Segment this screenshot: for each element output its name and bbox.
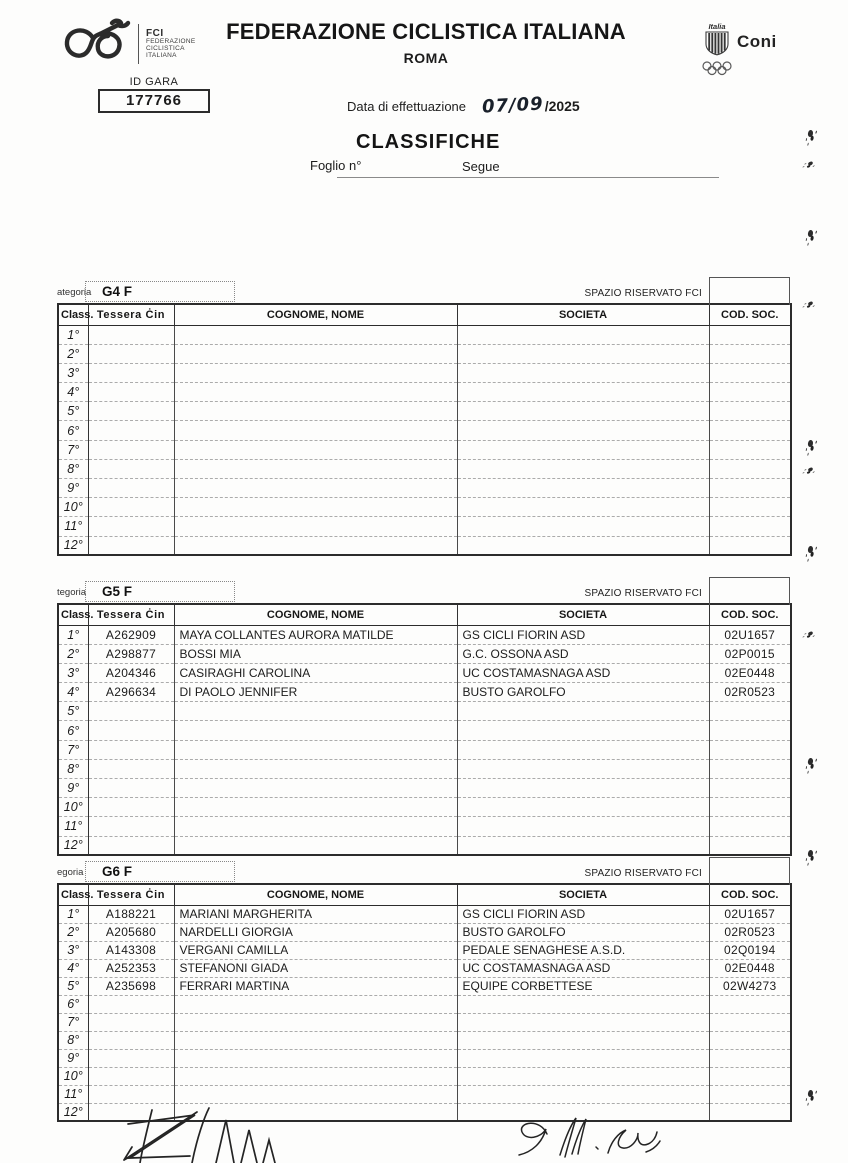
table-row [58,363,791,382]
societa-cell [457,702,709,721]
ink-smudge [808,301,814,306]
societa-cell [457,344,709,363]
cod-soc-cell [709,798,791,817]
table-row [58,498,791,517]
fci-logo [60,16,196,72]
table-row [58,995,791,1013]
cod-soc-cell [709,325,791,344]
cod-soc-cell [709,779,791,798]
table-row [58,905,791,923]
id-gara-label: ID GARA [129,76,179,88]
cod-soc-cell [709,1085,791,1103]
category-section-g6f [57,856,790,1122]
ink-smudge [807,545,814,553]
name-cell: BOSSI MIA [174,644,457,663]
position-cell: 2° [58,644,88,663]
tessera-cell [88,459,174,478]
societa-cell: UC COSTAMASNAGA ASD [457,663,709,682]
name-cell [174,325,457,344]
table-row [58,1049,791,1067]
societa-cell [457,498,709,517]
position-cell: 6° [58,721,88,740]
foglio-underline [337,177,719,178]
cod-soc-cell: 02U1657 [709,905,791,923]
tessera-cell [88,721,174,740]
cod-soc-cell [709,459,791,478]
cod-soc-cell [709,1049,791,1067]
column-header: SOCIETA [457,304,709,325]
coni-italia-label: Italia [708,22,726,31]
position-cell: 11° [58,517,88,536]
position-cell: 10° [58,498,88,517]
position-cell: 5° [58,702,88,721]
table-row [58,721,791,740]
table-row [58,740,791,759]
cod-soc-cell: 02U1657 [709,625,791,644]
position-cell: 2° [58,344,88,363]
ink-smudge [808,631,814,636]
name-cell [174,459,457,478]
fci-line2: CICLISTICA [146,44,185,52]
tessera-cell [88,363,174,382]
date-label: Data di effettuazione [347,99,467,114]
results-table [57,603,792,856]
cod-soc-cell [709,817,791,836]
logo-divider [138,24,139,64]
tessera-cell [88,536,174,555]
table-row [58,325,791,344]
tessera-cell [88,498,174,517]
category-badge: G5 F [85,581,235,602]
cod-soc-cell [709,1103,791,1121]
societa-cell: EQUIPE CORBETTESE [457,977,709,995]
position-cell: 2° [58,923,88,941]
ink-smudge [807,1089,814,1097]
spazio-riservato-label: SPAZIO RISERVATO FCI [584,288,702,299]
societa-cell [457,402,709,421]
cod-soc-cell [709,479,791,498]
societa-cell [457,1103,709,1121]
cod-soc-cell: 02E0448 [709,663,791,682]
column-header: Class. [58,884,88,905]
fci-line3: ITALIANA [146,51,177,59]
table-row [58,1067,791,1085]
tessera-cell [88,1031,174,1049]
results-table [57,303,792,556]
societa-cell [457,1067,709,1085]
column-header: COD. SOC. [709,304,791,325]
ink-smudge [807,849,814,857]
position-cell: 8° [58,459,88,478]
table-row [58,1013,791,1031]
tessera-cell [88,702,174,721]
table-row [58,779,791,798]
name-cell [174,759,457,778]
societa-cell: GS CICLI FIORIN ASD [457,905,709,923]
cod-soc-cell [709,702,791,721]
tessera-cell [88,325,174,344]
column-header: SOCIETA [457,884,709,905]
coni-logo [700,22,777,81]
tessera-cell [88,740,174,759]
tessera-cell: A298877 [88,644,174,663]
column-header: Tessera Ċin [88,884,174,905]
category-section-g5f [57,576,790,856]
name-cell [174,721,457,740]
table-row [58,683,791,702]
cod-soc-cell [709,759,791,778]
position-cell: 1° [58,325,88,344]
cod-soc-cell: 02E0448 [709,959,791,977]
header-row [58,604,791,625]
societa-cell: PEDALE SENAGHESE A.S.D. [457,941,709,959]
societa-cell: G.C. OSSONA ASD [457,644,709,663]
ink-smudge [807,229,814,237]
position-cell: 10° [58,1067,88,1085]
tessera-cell: A188221 [88,905,174,923]
tessera-cell [88,759,174,778]
position-cell: 4° [58,683,88,702]
column-header: Tessera Ċin [88,604,174,625]
position-cell: 10° [58,798,88,817]
tessera-cell [88,1103,174,1121]
table-row [58,517,791,536]
ink-smudge [808,467,814,472]
category-badge: G4 F [85,281,235,302]
column-header: COGNOME, NOME [174,604,457,625]
position-cell: 8° [58,1031,88,1049]
categoria-label: ategoria [57,287,92,298]
societa-cell: GS CICLI FIORIN ASD [457,625,709,644]
header-row [58,304,791,325]
name-cell [174,383,457,402]
column-header: Tessera Ċin [88,304,174,325]
position-cell: 1° [58,625,88,644]
foglio-label: Foglio n° [310,158,362,173]
position-cell: 3° [58,663,88,682]
societa-cell [457,1013,709,1031]
name-cell: STEFANONI GIADA [174,959,457,977]
name-cell: MAYA COLLANTES AURORA MATILDE [174,625,457,644]
tessera-cell [88,1013,174,1031]
column-header: Class. [58,604,88,625]
name-cell [174,1085,457,1103]
cod-soc-cell: 02P0015 [709,644,791,663]
table-row [58,421,791,440]
name-cell [174,498,457,517]
cod-soc-cell: 02R0523 [709,683,791,702]
tessera-cell [88,798,174,817]
societa-cell [457,740,709,759]
name-cell [174,440,457,459]
cod-soc-cell: 02R0523 [709,923,791,941]
tessera-cell: A296634 [88,683,174,702]
cod-soc-cell [709,517,791,536]
tessera-cell: A252353 [88,959,174,977]
tessera-cell [88,440,174,459]
ink-smudge [807,129,814,137]
table-row [58,344,791,363]
spazio-riservato-box [709,857,790,885]
table-row [58,1103,791,1121]
tessera-cell [88,421,174,440]
table-row [58,798,791,817]
olympic-rings-icon [700,61,734,76]
position-cell: 4° [58,959,88,977]
tessera-cell [88,517,174,536]
position-cell: 3° [58,941,88,959]
table-row [58,663,791,682]
table-row [58,702,791,721]
table-row [58,1085,791,1103]
name-cell [174,421,457,440]
fci-line1: FEDERAZIONE [146,38,196,46]
position-cell: 9° [58,1049,88,1067]
page-title: CLASSIFICHE [356,131,501,153]
position-cell: 8° [58,759,88,778]
name-cell [174,702,457,721]
fci-bike-icon [60,16,134,72]
position-cell: 12° [58,836,88,855]
cod-soc-cell [709,402,791,421]
societa-cell [457,479,709,498]
cod-soc-cell [709,363,791,382]
federation-title: FEDERAZIONE CICLISTICA ITALIANA [226,19,626,44]
date-handwritten: 07/09 [481,93,545,118]
cod-soc-cell [709,721,791,740]
tessera-cell [88,1085,174,1103]
name-cell [174,402,457,421]
tessera-cell [88,779,174,798]
name-cell [174,479,457,498]
name-cell [174,740,457,759]
table-row [58,836,791,855]
tessera-cell: A235698 [88,977,174,995]
cod-soc-cell: 02Q0194 [709,941,791,959]
name-cell [174,836,457,855]
table-row [58,479,791,498]
position-cell: 1° [58,905,88,923]
category-badge: G6 F [85,861,235,882]
name-cell: DI PAOLO JENNIFER [174,683,457,702]
name-cell [174,344,457,363]
spazio-riservato-label: SPAZIO RISERVATO FCI [584,868,702,879]
tessera-cell [88,402,174,421]
name-cell: MARIANI MARGHERITA [174,905,457,923]
name-cell [174,817,457,836]
societa-cell [457,995,709,1013]
name-cell [174,995,457,1013]
cod-soc-cell [709,536,791,555]
categoria-label: egoria [57,867,84,878]
tessera-cell [88,817,174,836]
societa-cell [457,759,709,778]
cod-soc-cell [709,1067,791,1085]
fci-abbr: FCI [146,27,164,39]
cod-soc-cell [709,440,791,459]
name-cell: VERGANI CAMILLA [174,941,457,959]
societa-cell [457,363,709,382]
tessera-cell: A262909 [88,625,174,644]
spazio-riservato-box [709,277,790,305]
spazio-riservato-label: SPAZIO RISERVATO FCI [584,588,702,599]
position-cell: 6° [58,995,88,1013]
results-table [57,883,792,1122]
categoria-label: tegoria [57,587,87,598]
societa-cell [457,1049,709,1067]
position-cell: 5° [58,977,88,995]
cod-soc-cell [709,498,791,517]
date-row [347,95,580,116]
position-cell: 9° [58,779,88,798]
position-cell: 11° [58,1085,88,1103]
position-cell: 3° [58,363,88,382]
column-header: SOCIETA [457,604,709,625]
tessera-cell [88,344,174,363]
segue-label: Segue [462,159,500,174]
coni-shield-icon [704,31,730,56]
societa-cell [457,836,709,855]
table-row [58,625,791,644]
tessera-cell: A205680 [88,923,174,941]
position-cell: 12° [58,536,88,555]
tessera-cell [88,995,174,1013]
date-printed-year: /2025 [544,98,580,114]
societa-cell: UC COSTAMASNAGA ASD [457,959,709,977]
name-cell [174,517,457,536]
cod-soc-cell [709,1013,791,1031]
fci-logo-text [146,29,196,60]
column-header: COGNOME, NOME [174,884,457,905]
name-cell: CASIRAGHI CAROLINA [174,663,457,682]
table-row [58,402,791,421]
cod-soc-cell [709,344,791,363]
societa-cell [457,817,709,836]
id-gara [98,76,210,113]
tessera-cell [88,383,174,402]
table-row [58,959,791,977]
table-row [58,459,791,478]
cod-soc-cell [709,383,791,402]
position-cell: 4° [58,383,88,402]
position-cell: 12° [58,1103,88,1121]
position-cell: 6° [58,421,88,440]
document-header [222,19,630,66]
table-row [58,383,791,402]
tessera-cell [88,1067,174,1085]
ink-smudge [808,161,814,166]
societa-cell [457,1031,709,1049]
name-cell [174,363,457,382]
tessera-cell: A204346 [88,663,174,682]
name-cell [174,798,457,817]
name-cell [174,779,457,798]
cod-soc-cell [709,995,791,1013]
ink-smudge [807,757,814,765]
coni-name-label: Coni [737,32,777,51]
societa-cell [457,779,709,798]
cod-soc-cell [709,1031,791,1049]
societa-cell [457,517,709,536]
societa-cell [457,1085,709,1103]
signature-right [519,1118,660,1157]
name-cell [174,1103,457,1121]
position-cell: 9° [58,479,88,498]
table-row [58,923,791,941]
societa-cell [457,383,709,402]
table-row [58,440,791,459]
id-gara-value: 177766 [98,89,210,113]
column-header: COD. SOC. [709,604,791,625]
name-cell: NARDELLI GIORGIA [174,923,457,941]
column-header: COD. SOC. [709,884,791,905]
cod-soc-cell [709,836,791,855]
societa-cell [457,440,709,459]
cod-soc-cell [709,421,791,440]
tessera-cell [88,479,174,498]
societa-cell [457,325,709,344]
table-row [58,536,791,555]
name-cell [174,1013,457,1031]
societa-cell: BUSTO GAROLFO [457,923,709,941]
tessera-cell: A143308 [88,941,174,959]
ink-smudge [807,439,814,447]
societa-cell [457,421,709,440]
tessera-cell [88,1049,174,1067]
societa-cell [457,798,709,817]
header-row [58,884,791,905]
city-label: ROMA [403,50,449,66]
tessera-cell [88,836,174,855]
spazio-riservato-box [709,577,790,605]
societa-cell [457,459,709,478]
table-row [58,941,791,959]
position-cell: 5° [58,402,88,421]
name-cell [174,1049,457,1067]
table-row [58,759,791,778]
societa-cell [457,721,709,740]
cod-soc-cell [709,740,791,759]
category-section-g4f [57,276,790,556]
position-cell: 11° [58,817,88,836]
cod-soc-cell: 02W4273 [709,977,791,995]
societa-cell: BUSTO GAROLFO [457,683,709,702]
column-header: COGNOME, NOME [174,304,457,325]
table-row [58,1031,791,1049]
position-cell: 7° [58,740,88,759]
societa-cell [457,536,709,555]
name-cell: FERRARI MARTINA [174,977,457,995]
table-row [58,977,791,995]
position-cell: 7° [58,440,88,459]
column-header: Class. [58,304,88,325]
table-row [58,644,791,663]
position-cell: 7° [58,1013,88,1031]
table-row [58,817,791,836]
name-cell [174,1031,457,1049]
name-cell [174,536,457,555]
name-cell [174,1067,457,1085]
